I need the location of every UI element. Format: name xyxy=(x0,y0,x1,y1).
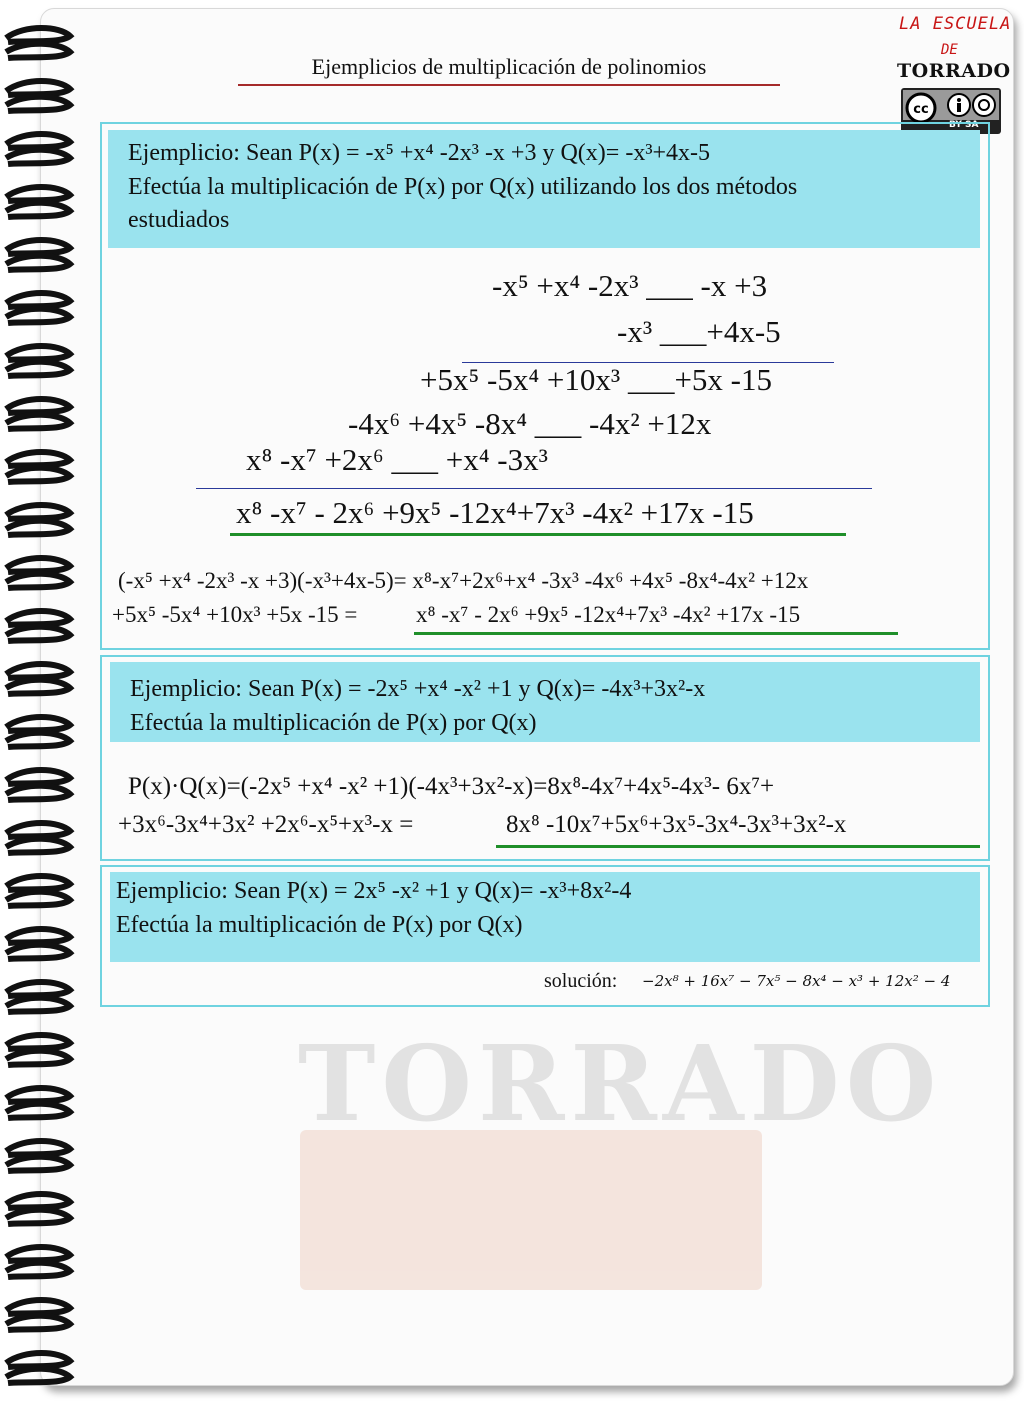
spiral-ring xyxy=(6,28,70,58)
spiral-ring xyxy=(6,1353,70,1383)
spiral-ring xyxy=(6,1194,70,1224)
spiral-ring xyxy=(6,81,70,111)
spiral-ring xyxy=(6,1035,70,1065)
spiral-ring xyxy=(6,1088,70,1118)
spiral-ring xyxy=(6,982,70,1012)
horizontal-line2-result: x⁸ -x⁷ - 2x⁶ +9x⁵ -12x⁴+7x³ -4x² +17x -15 xyxy=(416,602,801,627)
example1-statement: Ejemplicio: Sean P(x) = -x⁵ +x⁴ -2x³ -x +3 y Q(x)= -x³+4x-5 xyxy=(128,140,711,166)
example2-work-line1: P(x)·Q(x)=(-2x⁵ +x⁴ -x² +1)(-4x³+3x²-x)=8x⁸-4x⁷+4x⁵-4x³- 6x⁷+ xyxy=(128,773,775,800)
spiral-ring xyxy=(6,1247,70,1277)
spiral-ring xyxy=(6,452,70,482)
spiral-ring xyxy=(6,293,70,323)
spiral-ring xyxy=(6,876,70,906)
vertical-row3: +5x⁵ -5x⁴ +10x³ ___+5x -15 xyxy=(420,362,773,397)
vertical-row4: -4x⁶ +4x⁵ -8x⁴ ___ -4x² +12x xyxy=(348,406,712,441)
spiral-ring xyxy=(6,1141,70,1171)
example2-work-line2-start: +3x⁶-3x⁴+3x² +2x⁶-x⁵+x³-x = xyxy=(118,811,414,838)
spiral-ring xyxy=(6,929,70,959)
svg-text:cc: cc xyxy=(913,102,929,117)
page-title: Ejemplicios de multiplicación de polinomios xyxy=(311,54,707,79)
spiral-ring xyxy=(6,770,70,800)
example3-solution-label: solución: xyxy=(544,970,618,992)
horizontal-result-underline xyxy=(414,632,898,635)
spiral-ring xyxy=(6,717,70,747)
spiral-ring xyxy=(6,187,70,217)
school-logo xyxy=(895,14,1012,130)
vertical-row5: x⁸ -x⁷ +2x⁶ ___ +x⁴ -3x³ xyxy=(246,442,548,477)
spiral-ring xyxy=(6,611,70,641)
vertical-row2: -x³ ___+4x-5 xyxy=(617,314,781,349)
example1-instruction-cont: estudiados xyxy=(128,207,230,233)
spiral-ring xyxy=(6,505,70,535)
spiral-ring xyxy=(6,664,70,694)
title-underline xyxy=(238,84,780,86)
logo-line1: LA ESCUELA xyxy=(899,14,1012,34)
spiral-ring xyxy=(6,1300,70,1330)
vertical-result-underline xyxy=(230,533,846,536)
example3-instruction: Efectúa la multiplicación de P(x) por Q(x) xyxy=(116,912,523,938)
spiral-binding xyxy=(0,0,80,1427)
spiral-ring xyxy=(6,240,70,270)
vertical-result: x⁸ -x⁷ - 2x⁶ +9x⁵ -12x⁴+7x³ -4x² +17x -15 xyxy=(236,495,754,530)
logo-line3: TORRADO xyxy=(897,60,1011,82)
example2-instruction: Efectúa la multiplicación de P(x) por Q(x) xyxy=(130,710,537,736)
horizontal-line2-start: +5x⁵ -5x⁴ +10x³ +5x -15 = xyxy=(112,602,358,627)
spiral-ring xyxy=(6,346,70,376)
license-text: BY SA xyxy=(949,120,979,130)
example2-statement: Ejemplicio: Sean P(x) = -2x⁵ +x⁴ -x² +1 y Q(x)= -4x³+3x²-x xyxy=(130,676,706,702)
example1-instruction: Efectúa la multiplicación de P(x) por Q(x) utilizando los dos métodos xyxy=(128,174,798,200)
example3-statement: Ejemplicio: Sean P(x) = 2x⁵ -x² +1 y Q(x)= -x³+8x²-4 xyxy=(116,878,632,904)
logo-line2: DE xyxy=(941,42,958,58)
example2-work-line2-result: 8x⁸ -10x⁷+5x⁶+3x⁵-3x⁴-3x³+3x²-x xyxy=(506,811,847,838)
horizontal-line1: (-x⁵ +x⁴ -2x³ -x +3)(-x³+4x-5)= x⁸-x⁷+2x⁶+x⁴ -3x³ -4x⁶ +4x⁵ -8x⁴-4x² +12x xyxy=(118,568,809,593)
spiral-ring xyxy=(6,823,70,853)
spiral-ring xyxy=(6,399,70,429)
spiral-ring xyxy=(6,134,70,164)
vertical-row1: -x⁵ +x⁴ -2x³ ___ -x +3 xyxy=(492,268,768,303)
example2-result-underline xyxy=(496,845,980,848)
example3-solution: −2x⁸ + 16x⁷ − 7x⁵ − 8x⁴ − x³ + 12x² − 4 xyxy=(642,972,951,990)
vertical-rule2 xyxy=(196,488,872,489)
spiral-ring xyxy=(6,558,70,588)
